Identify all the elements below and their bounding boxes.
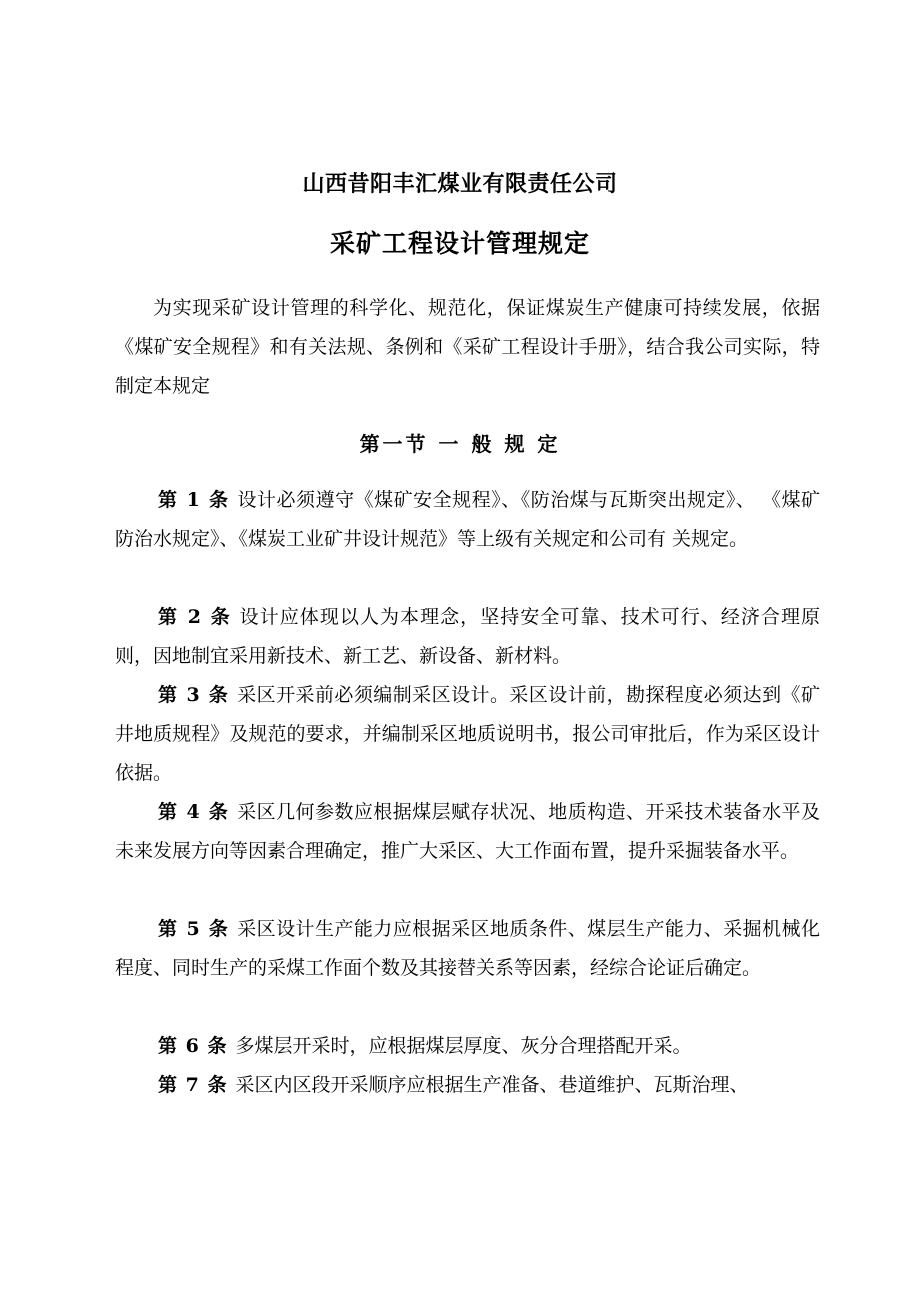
section-heading: 第一节 一 般 规 定 [359,432,561,456]
article-1-text: 设计必须遵守《煤矿安全规程》、《防治煤与瓦斯突出规定》、 《煤矿防治水规定》、《煤炭工业矿井设计规范》等上级有关规定和公司有 关规定。 [115,489,820,550]
article-6 [115,1027,820,1066]
article-3-text: 采区开采前必须编制采区设计。采区设计前，勘探程度必须达到《矿井地质规程》及规范的要求，并编制采区地质说明书，报公司审批后，作为采区设计依据。 [115,684,820,784]
article-7-text: 采区内区段开采顺序应根据生产准备、巷道维护、瓦斯治理、 [235,1074,749,1096]
company-name: 山西昔阳丰汇煤业有限责任公司 [302,172,618,197]
article-1-label: 第 1 条 [158,489,230,511]
article-5-text: 采区设计生产能力应根据采区地质条件、煤层生产能力、采掘机械化程度、同时生产的采煤工作面个数及其接替关系等因素，经综合论证后确定。 [115,918,820,979]
article-3-label: 第 3 条 [158,684,230,706]
article-6-text: 多煤层开采时，应根据煤层厚度、灰分合理搭配开采。 [235,1035,692,1057]
article-5 [115,910,820,988]
article-3 [115,676,820,793]
article-4 [115,793,820,871]
article-2-text: 设计应体现以人为本理念，坚持安全可靠、技术可行、经济合理原则，因地制宜采用新技术、新工艺、新设备、新材料。 [115,606,820,667]
document-title: 采矿工程设计管理规定 [329,229,590,258]
article-4-text: 采区几何参数应根据煤层赋存状况、地质构造、开采技术装备水平及未来发展方向等因素合理确定，推广大采区、大工作面布置，提升采掘装备水平。 [115,801,820,862]
article-4-label: 第 4 条 [158,801,230,823]
article-7-label: 第 7 条 [158,1074,228,1096]
article-2-label: 第 2 条 [158,606,232,628]
article-2 [115,598,820,676]
article-1 [115,481,820,559]
article-7 [115,1066,820,1105]
article-5-label: 第 5 条 [158,918,230,940]
article-6-label: 第 6 条 [158,1035,228,1057]
intro-paragraph: 为实现采矿设计管理的科学化、规范化，保证煤炭生产健康可持续发展，依据《煤矿安全规程》和有关法规、条例和《采矿工程设计手册》，结合我公司实际，特制定本规定 [115,297,820,397]
